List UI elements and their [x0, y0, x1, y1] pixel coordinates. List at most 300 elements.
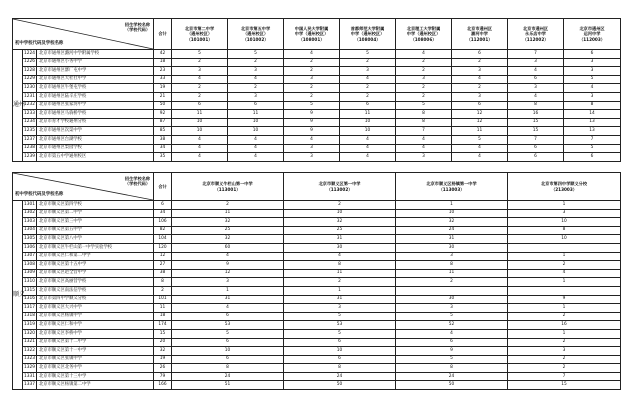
- quota-cell: 2: [340, 84, 396, 93]
- quota-cell: 14: [564, 110, 621, 119]
- quota-cell: 9: [396, 347, 508, 356]
- target-school-header: 中国人民大学附属 中学（通州校区） （108001）: [284, 19, 340, 50]
- header-row: [13, 19, 621, 50]
- quota-cell: 30: [396, 243, 508, 252]
- quota-cell: 3: [284, 144, 340, 153]
- quota-cell: 2: [508, 355, 621, 364]
- row-total: 18: [154, 58, 172, 67]
- quota-cell: 1: [508, 329, 621, 338]
- table-row: [13, 92, 621, 101]
- school-code: 1234: [23, 118, 37, 127]
- quota-cell: 8: [508, 101, 564, 110]
- quota-cell: 31: [284, 295, 396, 304]
- quota-cell: 1: [172, 286, 284, 295]
- quota-cell: 2: [452, 84, 508, 93]
- school-code: 1231: [23, 92, 37, 101]
- quota-cell: 4: [172, 144, 228, 153]
- quota-cell: 8: [284, 364, 396, 373]
- quota-cell: 1: [508, 278, 621, 287]
- school-name: 北京市通州区次渠中学: [37, 127, 154, 136]
- quota-cell: 8: [284, 261, 396, 270]
- quota-cell: 24: [396, 226, 508, 235]
- table-row: [13, 118, 621, 127]
- table-row: [13, 135, 621, 144]
- row-total: 38: [154, 269, 172, 278]
- school-code: 1323: [23, 355, 37, 364]
- quota-cell: 6: [172, 101, 228, 110]
- quota-cell: 3: [172, 67, 228, 76]
- quota-cell: 15: [508, 127, 564, 136]
- school-code: 1305: [23, 235, 37, 244]
- school-code: 1320: [23, 329, 37, 338]
- quota-cell: 10: [508, 218, 621, 227]
- quota-cell: 9: [284, 127, 340, 136]
- target-school-header: 北京理工大学附属 中学（通州校区） （108006）: [396, 19, 452, 50]
- school-code: 1322: [23, 347, 37, 356]
- row-total: 32: [154, 347, 172, 356]
- quota-cell: 53: [284, 321, 396, 330]
- table-row: [13, 252, 621, 261]
- quota-cell: 4: [340, 135, 396, 144]
- school-code: 1329: [23, 364, 37, 373]
- school-name: 北京市顺义区高丽营学校: [37, 278, 154, 287]
- quota-cell: 5: [340, 50, 396, 59]
- school-name: 北京市第五中学通州校区: [37, 153, 154, 162]
- row-total: 18: [154, 312, 172, 321]
- school-code: 1239: [23, 153, 37, 162]
- table-row: [13, 58, 621, 67]
- quota-cell: 4: [452, 153, 508, 162]
- school-name: 北京市顺义区第八中学: [37, 235, 154, 244]
- quota-cell: 11: [228, 110, 284, 119]
- quota-cell: 60: [172, 243, 284, 252]
- quota-cell: 7: [508, 135, 564, 144]
- quota-cell: 10: [340, 118, 396, 127]
- table-row: [13, 355, 621, 364]
- table-row: [13, 312, 621, 321]
- quota-cell: 7: [396, 127, 452, 136]
- school-name: 北京市顺义区仁和中学: [37, 321, 154, 330]
- quota-cell: 5: [172, 329, 284, 338]
- table-row: [13, 50, 621, 59]
- quota-cell: 2: [284, 58, 340, 67]
- school-name: 北京市通州区小务中学: [37, 58, 154, 67]
- quota-cell: 53: [172, 321, 284, 330]
- quota-cell: 10: [172, 118, 228, 127]
- table-row: [13, 209, 621, 218]
- quota-cell: 8: [508, 226, 621, 235]
- target-school-header: 北京市通州区 运河中学 （112003）: [564, 19, 621, 50]
- quota-cell: 2: [452, 58, 508, 67]
- school-name: 北京市顺义区第十三中学: [37, 372, 154, 381]
- quota-cell: 3: [396, 252, 508, 261]
- quota-cell: 10: [340, 127, 396, 136]
- quota-cell: 6: [228, 101, 284, 110]
- quota-cell: 24: [172, 372, 284, 381]
- quota-cell: 4: [340, 144, 396, 153]
- school-name: 北京市通州区大杜社中学: [37, 75, 154, 84]
- school-name: 北京市顺义区第四学校: [37, 201, 154, 210]
- quota-cell: 6: [452, 50, 508, 59]
- quota-cell: 3: [564, 58, 621, 67]
- quota-cell: 10: [228, 127, 284, 136]
- quota-cell: 5: [172, 50, 228, 59]
- target-school-header: 北京市顺义区杨镇第一中学 （113003）: [396, 173, 508, 201]
- quota-cell: 2: [396, 278, 508, 287]
- school-name: 北京市顺义区第三中学: [37, 218, 154, 227]
- row-total: 42: [154, 50, 172, 59]
- quota-cell: 5: [284, 101, 340, 110]
- table-row: [13, 304, 621, 313]
- quota-cell: 10: [228, 118, 284, 127]
- quota-cell: 2: [228, 84, 284, 93]
- quota-cell: 4: [340, 75, 396, 84]
- quota-cell: 2: [508, 312, 621, 321]
- school-code: 1302: [23, 209, 37, 218]
- quota-cell: 50: [396, 381, 508, 390]
- table-row: [13, 347, 621, 356]
- quota-cell: 9: [172, 261, 284, 270]
- quota-cell: 1: [396, 201, 508, 210]
- school-name: 北京市顺义区杨镇中学: [37, 312, 154, 321]
- school-code: 1304: [23, 226, 37, 235]
- row-total: 19: [154, 355, 172, 364]
- quota-cell: 2: [396, 84, 452, 93]
- school-code: 1237: [23, 135, 37, 144]
- table-row: [13, 144, 621, 153]
- junior-school-label: 初中学校代码及学校名称: [15, 40, 64, 46]
- quota-cell: 4: [228, 135, 284, 144]
- quota-cell: 3: [396, 153, 452, 162]
- target-school-header: 北京市第二中学 （通州校区） （101001）: [172, 19, 228, 50]
- row-total: 23: [154, 67, 172, 76]
- quota-cell: 2: [284, 92, 340, 101]
- school-code: 1224: [23, 50, 37, 59]
- quota-cell: 5: [396, 312, 508, 321]
- quota-cell: 8: [396, 261, 508, 270]
- row-total: 2: [154, 286, 172, 295]
- school-code: 1319: [23, 321, 37, 330]
- school-name: 北京市通州区陆辛庄学校: [37, 92, 154, 101]
- school-name: 北京市通州区梨园学校: [37, 144, 154, 153]
- table-row: [13, 364, 621, 373]
- quota-cell: 3: [508, 347, 621, 356]
- quota-cell: 15: [508, 118, 564, 127]
- district-label: 顺义: [13, 201, 23, 390]
- quota-cell: 4: [284, 50, 340, 59]
- diagonal-header-cell: [13, 173, 154, 201]
- tongzhou-quota-table: [12, 18, 621, 162]
- quota-cell: 32: [172, 235, 284, 244]
- quota-cell: 3: [396, 304, 508, 313]
- target-school-header: 北京市第四中学顺义分校 （213003）: [508, 173, 621, 201]
- row-total: 11: [154, 304, 172, 313]
- row-total: 104: [154, 235, 172, 244]
- quota-cell: 7: [564, 135, 621, 144]
- table-row: [13, 261, 621, 270]
- school-name: 北京市通州区马驹桥学校: [37, 110, 154, 119]
- table-row: [13, 218, 621, 227]
- quota-cell: 32: [284, 218, 396, 227]
- quota-cell: 4: [228, 75, 284, 84]
- quota-cell: 4: [172, 135, 228, 144]
- quota-cell: 5: [452, 135, 508, 144]
- target-school-header: 北京市通州区 潞河中学 （112001）: [452, 19, 508, 50]
- quota-cell: 12: [452, 110, 508, 119]
- quota-cell: 4: [452, 75, 508, 84]
- quota-cell: 31: [172, 295, 284, 304]
- row-total: 21: [154, 92, 172, 101]
- school-name: 北京市顺义区第十五中学: [37, 261, 154, 270]
- quota-cell: 1: [508, 201, 621, 210]
- quota-cell: 1: [508, 304, 621, 313]
- quota-cell: 2: [396, 67, 452, 76]
- quota-cell: 9: [284, 110, 340, 119]
- school-name: 北京市通州区漷厂屯中学: [37, 67, 154, 76]
- quota-cell: 30: [284, 243, 396, 252]
- school-name: 北京市顺义区南法信学校: [37, 286, 154, 295]
- row-total: 82: [154, 226, 172, 235]
- school-code: 1308: [23, 261, 37, 270]
- row-total: 87: [154, 118, 172, 127]
- quota-cell: 5: [284, 312, 396, 321]
- school-code: 1318: [23, 312, 37, 321]
- quota-cell: 6: [508, 75, 564, 84]
- quota-cell: 11: [340, 110, 396, 119]
- quota-cell: 4: [340, 153, 396, 162]
- quota-cell: 11: [284, 269, 396, 278]
- table-row: [13, 243, 621, 252]
- quota-cell: 2: [396, 92, 452, 101]
- quota-cell: 3: [564, 67, 621, 76]
- school-code: 1317: [23, 304, 37, 313]
- quota-cell: 1: [508, 252, 621, 261]
- quota-cell: 2: [508, 364, 621, 373]
- school-code: 1315: [23, 286, 37, 295]
- school-name: 北京市顺义区第二中学: [37, 209, 154, 218]
- quota-cell: 12: [172, 269, 284, 278]
- school-code: 1230: [23, 84, 37, 93]
- table-row: [13, 295, 621, 304]
- quota-cell: 2: [172, 84, 228, 93]
- row-total: 79: [154, 372, 172, 381]
- school-code: 1307: [23, 252, 37, 261]
- quota-cell: 3: [564, 92, 621, 101]
- quota-cell: 4: [228, 153, 284, 162]
- quota-cell: 11: [172, 110, 228, 119]
- quota-cell: 6: [508, 153, 564, 162]
- row-total: 35: [154, 153, 172, 162]
- table-row: [13, 381, 621, 390]
- diagonal-header-cell: [13, 19, 154, 50]
- row-total: 166: [154, 381, 172, 390]
- table-row: [13, 235, 621, 244]
- school-code: 1331: [23, 372, 37, 381]
- quota-cell: [396, 286, 508, 295]
- quota-cell: 13: [564, 127, 621, 136]
- quota-cell: 4: [508, 67, 564, 76]
- school-code: 1228: [23, 67, 37, 76]
- row-total: 101: [154, 295, 172, 304]
- table-row: [13, 75, 621, 84]
- table-row: [13, 372, 621, 381]
- header-row: [13, 173, 621, 201]
- quota-cell: 3: [284, 75, 340, 84]
- quota-cell: 31: [396, 235, 508, 244]
- row-total: 20: [154, 338, 172, 347]
- quota-cell: 4: [396, 135, 452, 144]
- quota-cell: 4: [508, 92, 564, 101]
- school-name: 北京市通州区潞河中学附属学校: [37, 50, 154, 59]
- quota-cell: 4: [396, 329, 508, 338]
- quota-cell: 10: [396, 209, 508, 218]
- row-total: 34: [154, 144, 172, 153]
- quota-cell: 3: [508, 84, 564, 93]
- quota-cell: 1: [284, 286, 396, 295]
- quota-cell: 2: [284, 201, 396, 210]
- shunyi-quota-table: [12, 172, 621, 390]
- school-code: 1310: [23, 278, 37, 287]
- school-name: 北京市顺义区大兴中学: [37, 304, 154, 313]
- row-total: 92: [154, 110, 172, 119]
- quota-cell: 12: [452, 118, 508, 127]
- quota-cell: 3: [508, 58, 564, 67]
- school-code: 1309: [23, 269, 37, 278]
- school-name: 北京市顺义区第十二中学: [37, 338, 154, 347]
- quota-cell: 16: [508, 321, 621, 330]
- quota-cell: 3: [172, 278, 284, 287]
- quota-cell: 30: [396, 295, 508, 304]
- quota-cell: 4: [172, 252, 284, 261]
- quota-cell: 8: [564, 101, 621, 110]
- quota-cell: 50: [284, 381, 396, 390]
- school-name: 北京市顺义区牛栏山第一中学实验学校: [37, 243, 154, 252]
- quota-cell: 52: [396, 321, 508, 330]
- quota-cell: 3: [508, 209, 621, 218]
- quota-cell: 6: [284, 338, 396, 347]
- quota-cell: 51: [172, 381, 284, 390]
- quota-cell: 9: [284, 118, 340, 127]
- quota-cell: 32: [172, 218, 284, 227]
- quota-cell: 4: [508, 269, 621, 278]
- quota-cell: 3: [228, 92, 284, 101]
- quota-cell: 3: [284, 304, 396, 313]
- quota-cell: 5: [564, 75, 621, 84]
- row-total: 50: [154, 101, 172, 110]
- row-total: 27: [154, 261, 172, 270]
- quota-cell: 5: [228, 50, 284, 59]
- quota-cell: 2: [508, 338, 621, 347]
- quota-cell: 4: [172, 153, 228, 162]
- quota-cell: 2: [284, 67, 340, 76]
- table-row: [13, 321, 621, 330]
- quota-cell: 13: [564, 118, 621, 127]
- row-total: 38: [154, 135, 172, 144]
- quota-cell: 10: [284, 347, 396, 356]
- quota-cell: 2: [340, 92, 396, 101]
- quota-cell: 4: [452, 144, 508, 153]
- quota-cell: 2: [228, 58, 284, 67]
- table-row: [13, 269, 621, 278]
- row-total: 26: [154, 364, 172, 373]
- quota-cell: 8: [396, 364, 508, 373]
- quota-cell: 6: [508, 144, 564, 153]
- quota-cell: 4: [172, 304, 284, 313]
- quota-cell: 2: [172, 92, 228, 101]
- quota-cell: 2: [284, 84, 340, 93]
- table-row: [13, 153, 621, 162]
- quota-cell: 4: [284, 135, 340, 144]
- quota-cell: 6: [452, 101, 508, 110]
- school-code: 1303: [23, 218, 37, 227]
- quota-cell: 10: [508, 235, 621, 244]
- table-row: [13, 226, 621, 235]
- quota-cell: 16: [508, 110, 564, 119]
- quota-cell: 2: [284, 278, 396, 287]
- school-code: 1226: [23, 58, 37, 67]
- quota-cell: 7: [508, 372, 621, 381]
- row-total: 106: [154, 218, 172, 227]
- quota-cell: 15: [508, 381, 621, 390]
- quota-cell: 4: [564, 84, 621, 93]
- quota-cell: 4: [284, 252, 396, 261]
- quota-cell: [508, 286, 621, 295]
- row-total: 34: [154, 209, 172, 218]
- quota-cell: 6: [172, 338, 284, 347]
- quota-cell: 4: [172, 75, 228, 84]
- quota-cell: 11: [172, 209, 284, 218]
- target-school-header: 首都师范大学附属 中学（通州校区） （108004）: [340, 19, 396, 50]
- school-name: 北京市顺义区北务中学: [37, 364, 154, 373]
- quota-cell: 8: [172, 364, 284, 373]
- quota-cell: 2: [172, 201, 284, 210]
- quota-cell: 3: [284, 153, 340, 162]
- quota-cell: 3: [228, 67, 284, 76]
- school-name: 北京市第四中学顺义分校: [37, 295, 154, 304]
- quota-cell: 6: [564, 50, 621, 59]
- quota-cell: 4: [228, 144, 284, 153]
- table-row: [13, 67, 621, 76]
- row-total: 6: [154, 201, 172, 210]
- school-name: 北京市顺义区张镇中学: [37, 355, 154, 364]
- row-total: 120: [154, 243, 172, 252]
- junior-school-label: 初中学校代码及学校名称: [15, 191, 64, 197]
- district-label: 通州: [13, 50, 23, 162]
- quota-cell: 8: [396, 118, 452, 127]
- table-row: [13, 101, 621, 110]
- quota-cell: 6: [564, 153, 621, 162]
- quota-cell: 6: [284, 355, 396, 364]
- quota-cell: 11: [452, 127, 508, 136]
- table-row: [13, 201, 621, 210]
- quota-cell: 32: [396, 218, 508, 227]
- total-header: 合计: [154, 173, 172, 201]
- quota-cell: 2: [172, 58, 228, 67]
- school-name: 北京市顺义区第五中学: [37, 226, 154, 235]
- row-total: 15: [154, 329, 172, 338]
- school-code: 1337: [23, 381, 37, 390]
- school-code: 1321: [23, 338, 37, 347]
- quota-cell: 5: [396, 355, 508, 364]
- quota-cell: 3: [452, 92, 508, 101]
- quota-cell: 3: [396, 75, 452, 84]
- school-code: 1316: [23, 295, 37, 304]
- table-row: [13, 338, 621, 347]
- quota-cell: 24: [284, 372, 396, 381]
- quota-cell: 6: [172, 355, 284, 364]
- target-school-header: 北京市通州区 永乐店中学 （112002）: [508, 19, 564, 50]
- school-name: 北京市通州区台湖学校: [37, 135, 154, 144]
